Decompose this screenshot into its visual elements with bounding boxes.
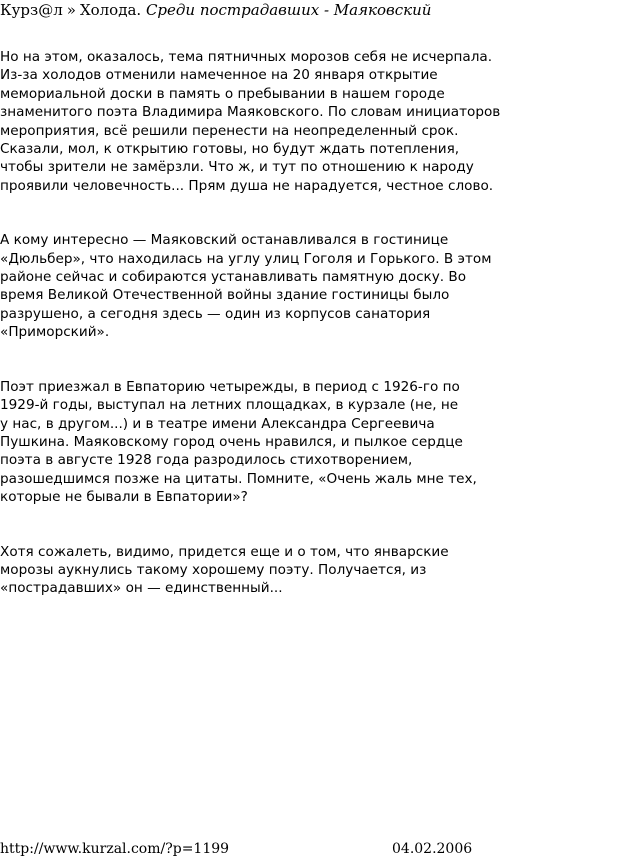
text-line: Но на этом, оказалось, тема пятничных морозов себя не исчерпала. xyxy=(0,49,493,65)
article-paragraph xyxy=(0,378,540,507)
text-line: разрушено, а сегодня здесь — один из корпусов санатория xyxy=(0,305,431,322)
text-line: 1929-й годы, выступал на летних площадках, в курзале (не, не xyxy=(0,397,459,414)
article-paragraph xyxy=(0,231,540,341)
site-name[interactable]: Курз@л xyxy=(0,1,63,19)
text-line: мероприятия, всё решили перенести на неопределенный срок. xyxy=(0,122,459,139)
text-line: знаменитого поэта Владимира Маяковского. По словам инициаторов xyxy=(0,104,501,121)
text-line: Из-за холодов отменили намеченное на 20 января открытие xyxy=(0,67,438,84)
article-title: Среди пострадавших - Маяковский xyxy=(145,1,432,19)
category-name[interactable]: Холода. xyxy=(79,1,142,19)
text-line: «Приморский». xyxy=(0,324,110,341)
text-line: мемориальной доски в память о пребывании в нашем городе xyxy=(0,85,445,102)
text-line: проявили человечность... Прям душа не нарадуется, честное слово. xyxy=(0,177,494,194)
text-line: Поэт приезжал в Евпаторию четырежды, в период с 1926-го по xyxy=(0,378,460,395)
text-line: Хотя сожалеть, видимо, придется еще и о том, что январские xyxy=(0,543,449,560)
article-body xyxy=(0,48,540,598)
article-paragraph xyxy=(0,48,540,195)
text-line: время Великой Отечественной войны здание гостиницы было xyxy=(0,287,450,304)
text-line: чтобы зрители не замёрзли. Что ж, и тут по отношению к народу xyxy=(0,159,474,176)
text-line: районе сейчас и собираются устанавливать памятную доску. Во xyxy=(0,269,467,286)
source-url[interactable]: http://www.kurzal.com/?p=1199 xyxy=(0,841,230,857)
text-line: разошедшимся позже на цитаты. Помните, «Очень жаль мне тех, xyxy=(0,470,477,487)
text-line: поэта в августе 1928 года разродилось стихотворением, xyxy=(0,452,413,469)
text-line: Сказали, мол, к открытию готовы, но будут ждать потепления, xyxy=(0,141,460,158)
print-date: 04.02.2006 xyxy=(392,841,473,857)
page-footer xyxy=(0,840,625,858)
text-line: «Дюльбер», что находилась на углу улиц Гоголя и Горького. В этом xyxy=(0,250,492,267)
breadcrumb-separator: » xyxy=(66,1,76,19)
text-line: у нас, в другом...) и в театре имени Александра Сергеевича xyxy=(0,415,435,432)
article-paragraph xyxy=(0,543,540,598)
text-line: морозы аукнулись такому хорошему поэту. Получается, из xyxy=(0,561,427,578)
text-line: А кому интересно — Маяковский останавливался в гостинице xyxy=(0,232,449,249)
text-line: которые не бывали в Евпатории»? xyxy=(0,489,248,506)
text-line: «пострадавших» он — единственный... xyxy=(0,580,283,597)
page-header xyxy=(0,1,431,19)
text-line: Пушкина. Маяковскому город очень нравился, и пылкое сердце xyxy=(0,433,463,450)
